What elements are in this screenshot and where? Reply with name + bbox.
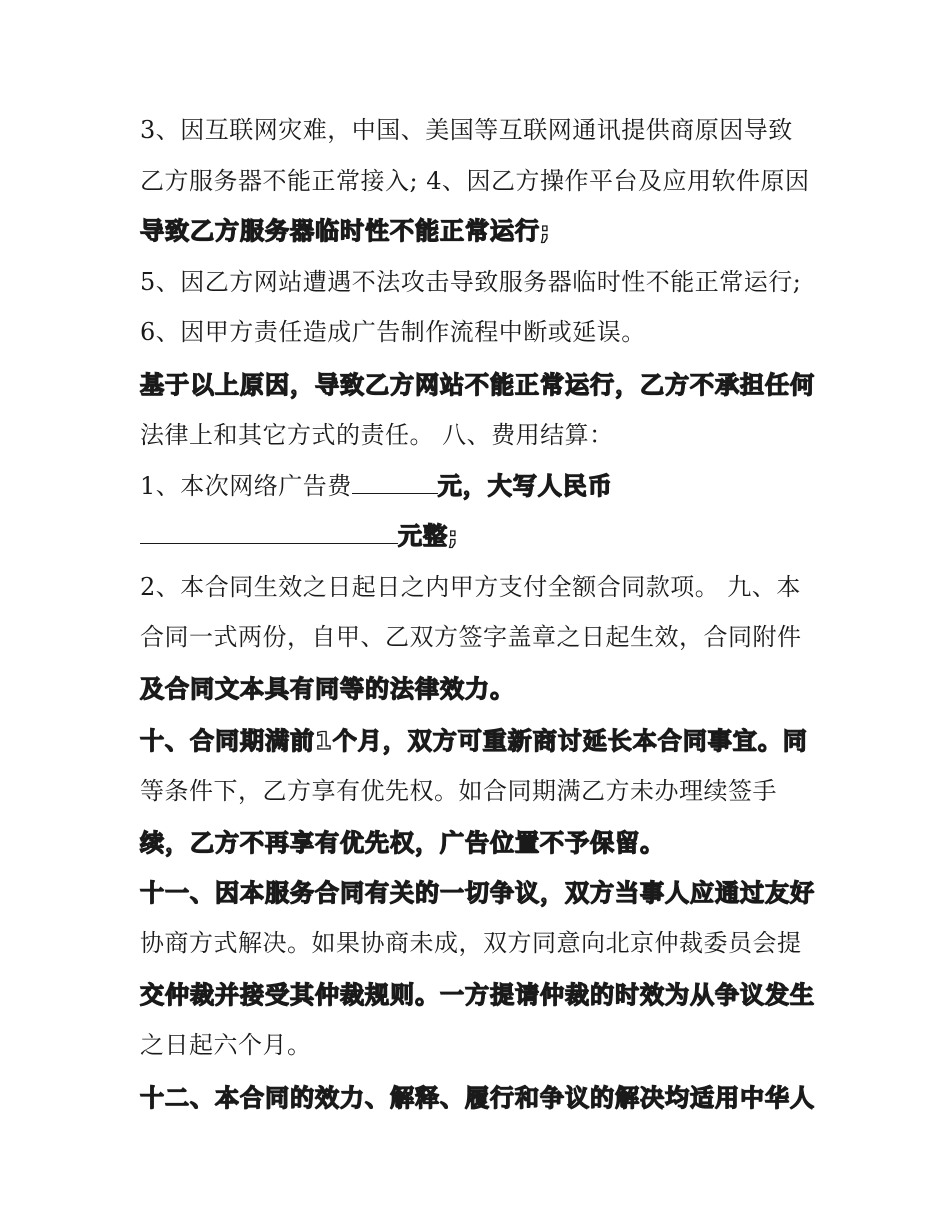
text-line: 等条件下，乙方享有优先权。如合同期满乙方未办理续签手	[140, 777, 777, 805]
text-line: 3、因互联网灾难，中国、美国等互联网通讯提供商原因导致	[140, 116, 793, 144]
text-line: 十二、本合同的效力、解释、履行和争议的解决均适用中华人	[140, 1084, 815, 1112]
fee-amount-blank	[352, 471, 438, 494]
text-line: 6、因甲方责任造成广告制作流程中断或延误。	[140, 318, 646, 346]
text-line: 导致乙方服务器临时性不能正常运行;	[140, 217, 551, 245]
text-line: 5、因乙方网站遭遇不法攻击导致服务器临时性不能正常运行;	[140, 268, 802, 296]
text-line: 续，乙方不再享有优先权，广告位置不予保留。	[140, 829, 665, 857]
text-line: 及合同文本具有同等的法律效力。	[140, 675, 515, 703]
text-line: 协商方式解决。如果协商未成，双方同意向北京仲裁委员会提	[140, 929, 802, 957]
fee-capital-suffix: 元整;	[398, 522, 459, 550]
fee-capital-line	[140, 521, 820, 551]
fee-label: 1、本次网络广告费	[140, 472, 352, 500]
text-line: 基于以上原因，导致乙方网站不能正常运行，乙方不承担任何	[140, 371, 815, 399]
text-line: 合同一式两份，自甲、乙双方签字盖章之日起生效，合同附件	[140, 623, 802, 651]
text-line: 乙方服务器不能正常接入; 4、因乙方操作平台及应用软件原因	[140, 167, 810, 195]
fee-line	[140, 471, 820, 501]
fee-capital-label: 元，大写人民币	[437, 472, 613, 500]
text-line: 2、本合同生效之日起日之内甲方支付全额合同款项。 九、本	[140, 573, 801, 601]
fee-capital-blank	[140, 521, 398, 544]
text-line: 法律上和其它方式的责任。 八、费用结算：	[140, 421, 614, 449]
text-line: 交仲裁并接受其仲裁规则。一方提请仲裁的时效为从争议发生	[140, 981, 815, 1009]
text-line: 之日起六个月。	[140, 1031, 312, 1059]
text-line: 十、合同期满前1个月，双方可重新商讨延长本合同事宜。同	[140, 727, 808, 755]
text-line: 十一、因本服务合同有关的一切争议，双方当事人应通过友好	[140, 879, 815, 907]
